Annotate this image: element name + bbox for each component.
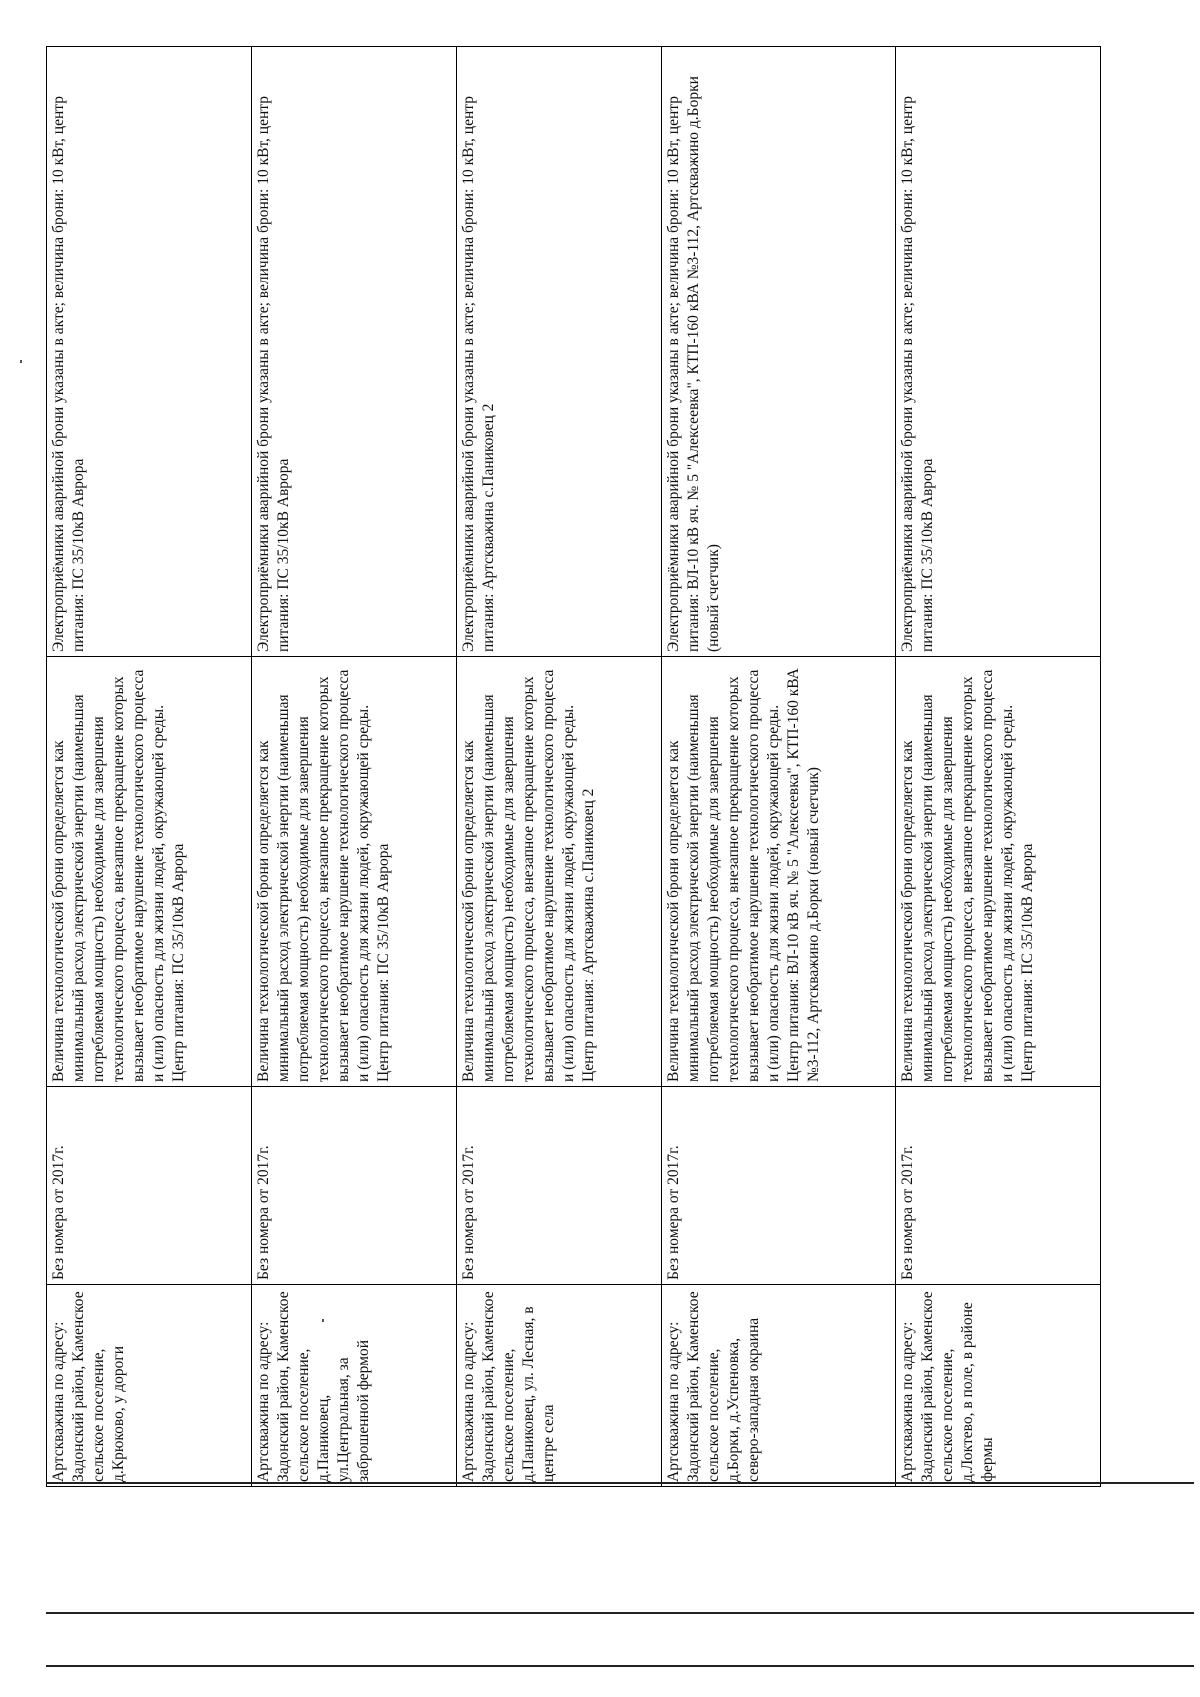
object-cell: Артскважина по адресу: Задонский район, Каменское сельское поселение, д.Борки, д.Успеновка, северо-западная окраина <box>662 1285 895 1487</box>
tech-reserve-cell: Величина технологической брони определяется как минимальный расход электрической энергии (наименьшая потребляемая мощность) необходимые для завершения технологического процесса, внезапное прекращение которых вызывает необратимое нарушение технологического процесса и (или) опасность для жизни людей, окружающей среды. Центр питания: ПС 35/10кВ Аврора <box>895 657 1100 1087</box>
object-cell: Артскважина по адресу: Задонский район, Каменское сельское поселение, д.Крюково, у дороги <box>47 1285 252 1487</box>
act-cell: Без номера от 2017г. <box>252 1087 457 1285</box>
reserve-table <box>46 46 1101 1487</box>
emergency-reserve-cell: Электроприёмники аварийной брони указаны в акте; величина брони: 10 кВт, центр питания: Артскважина с.Паниковец 2 <box>457 47 662 657</box>
object-cell: Артскважина по адресу: Задонский район, Каменское сельское поселение, д.Паниковец, ул.Центральная, за заброшенной фермой <box>252 1285 457 1487</box>
horizontal-rule <box>46 1482 1194 1484</box>
rotated-table-container <box>46 47 1101 1487</box>
object-cell: Артскважина по адресу: Задонский район, Каменское сельское поселение, д.Локтево, в поле, в районе фермы <box>895 1285 1100 1487</box>
act-cell: Без номера от 2017г. <box>895 1087 1100 1285</box>
act-cell: Без номера от 2017г. <box>457 1087 662 1285</box>
emergency-reserve-cell: Электроприёмники аварийной брони указаны в акте; величина брони: 10 кВт, центр питания: ПС 35/10кВ Аврора <box>895 47 1100 657</box>
table-row <box>47 47 252 1487</box>
horizontal-rule <box>46 1665 1194 1667</box>
table-row <box>252 47 457 1487</box>
emergency-reserve-cell: Электроприёмники аварийной брони указаны в акте; величина брони: 10 кВт, центр питания: ВЛ-10 кВ яч. № 5 "Алексеевка", КТП-160 кВА №3-112, Артскважино д.Борки (новый счетчик) <box>662 47 895 657</box>
emergency-reserve-cell: Электроприёмники аварийной брони указаны в акте; величина брони: 10 кВт, центр питания: ПС 35/10кВ Аврора <box>252 47 457 657</box>
table-row <box>457 47 662 1487</box>
object-cell: Артскважина по адресу: Задонский район, Каменское сельское поселение, д.Паниковец, ул. Лесная, в центре села <box>457 1285 662 1487</box>
horizontal-rule <box>46 1612 1194 1614</box>
tech-reserve-cell: Величина технологической брони определяется как минимальный расход электрической энергии (наименьшая потребляемая мощность) необходимые для завершения технологического процесса, внезапное прекращение которых вызывает необратимое нарушение технологического процесса и (или) опасность для жизни людей, окружающей среды. Центр питания: ПС 35/10кВ Аврора <box>47 657 252 1087</box>
act-cell: Без номера от 2017г. <box>47 1087 252 1285</box>
tech-reserve-cell: Величина технологической брони определяется как минимальный расход электрической энергии (наименьшая потребляемая мощность) необходимые для завершения технологического процесса, внезапное прекращение которых вызывает необратимое нарушение технологического процесса и (или) опасность для жизни людей, окружающей среды. Центр питания: ВЛ-10 кВ яч. № 5 "Алексеевка", КТП-160 кВА №3-112, Артскважино д.Борки (новый счетчик) <box>662 657 895 1087</box>
tech-reserve-cell: Величина технологической брони определяется как минимальный расход электрической энергии (наименьшая потребляемая мощность) необходимые для завершения технологического процесса, внезапное прекращение которых вызывает необратимое нарушение технологического процесса и (или) опасность для жизни людей, окружающей среды. Центр питания: ПС 35/10кВ Аврора <box>252 657 457 1087</box>
scan-speck <box>20 360 22 363</box>
table-row <box>662 47 895 1487</box>
act-cell: Без номера от 2017г. <box>662 1087 895 1285</box>
tech-reserve-cell: Величина технологической брони определяется как минимальный расход электрической энергии (наименьшая потребляемая мощность) необходимые для завершения технологического процесса, внезапное прекращение которых вызывает необратимое нарушение технологического процесса и (или) опасность для жизни людей, окружающей среды. Центр питания: Артскважина с.Паниковец 2 <box>457 657 662 1087</box>
table-row <box>895 47 1100 1487</box>
emergency-reserve-cell: Электроприёмники аварийной брони указаны в акте; величина брони: 10 кВт, центр питания: ПС 35/10кВ Аврора <box>47 47 252 657</box>
scan-speck <box>322 1319 324 1322</box>
